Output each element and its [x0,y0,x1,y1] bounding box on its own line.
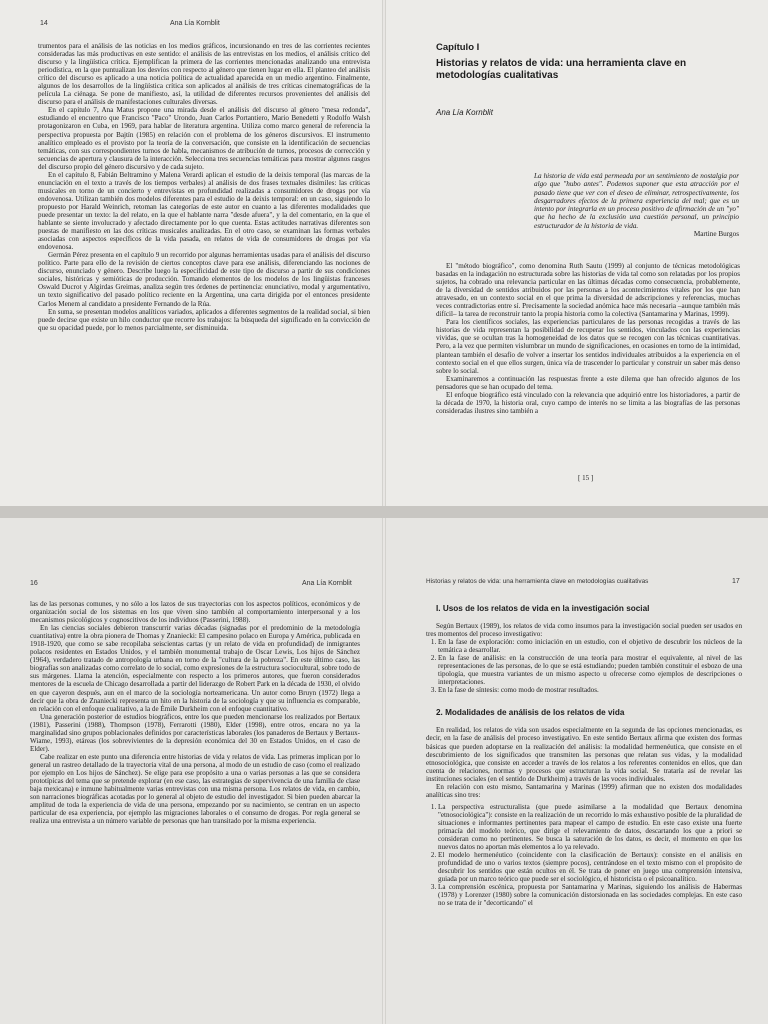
gutter [382,518,386,1024]
page-17 [384,518,768,1024]
running-head: Ana Lía Kornblit [302,580,352,587]
section-heading: I. Usos de los relatos de vida en la investigación social [436,604,650,613]
list-item: 2. En la fase de análisis: en la construcción de una teoría para mostrar el equivalente, al nivel de las representaciones de las personas, de lo que se está estudiando; pueden también constituir el esbozo de una tipología, que muestra variantes de un mismo aspecto u ofrecerse como ejemplos de descripciones o interpretaciones. [438,654,742,686]
paragraph: Cabe realizar en este punto una diferencia entre historias de vida y relatos de vida. Las primeras implican por lo general un rastreo detallado de la trayectoria vital de una persona, al modo de un estudio de caso (como el realizado por ejemplo en Los hijos de Sánchez). Se elige para ese propósito a una o varias personas a las que se considera prototípicas del tema que se pretende explorar (en ese caso, las estrategias de supervivencia de una familia de clase baja mexicana) e inmune habitualmente varias entrevistas con una misma persona. Los relatos de vida, en cambio, son narraciones biográficas acotadas por lo general al objeto de estudio del investigador. Si bien pueden abarcar la amplitud de toda la experiencia de vida de una persona, empezando por su nacimiento, se centran en un aspecto particular de esa experiencia, por ejemplo las migraciones laborales o el consumo de drogas. Por regla general se realiza una entrevista a un número variable de personas que han transitado por la misma experiencia. [30,752,360,826]
paragraph: Germán Pérez presenta en el capítulo 9 un recorrido por algunas herramientas usadas para el análisis del discurso político. Parte para ello de la revisión de ciertos conceptos clave para ese análisis, diferenciando las nociones de discurso, enunciado y género. Describe luego la especificidad de este tipo de discurso a partir de sus condiciones sociales, históricas y semióticas de producción. Tomando elementos de los modelos de los lingüistas franceses Oswald Ducrot y Algirdas Greimas, analiza según tres órdenes de pertinencia: enunciativo, modal y argumentativo, un texto significativo del pasado político reciente en la Argentina, una carta dirigida por el entonces presidente Carlos Menem al candidato a presidente Fernando de la Rúa. [38,251,370,308]
paragraph: En el capítulo 8, Fabián Beltramino y Malena Verardi aplican el estudio de la deixis temporal (las marcas de la enunciación en el texto a través de los tiempos verbales) al análisis de dos frases textuales disímiles: las críticas musicales en torno de un concierto y entrevistas en profundidad realizadas a consumidores de drogas por vía endovenosa. Utilizan también dos modelos diferentes para el estudio de la deixis temporal: en un caso, siguiendo lo propuesto por Harald Weinrich, retoman las categorías de este autor en cuanto a las diferentes modalidades que puede presentar un texto: la del relato, en la que el hablante narra "desde afuera", y la del comentario, en la que el hablante se siente involucrado y afectado directamente por lo que cuenta. Estas actitudes narrativas diferentes son puestas de manifiesto en las dos críticas musicales analizadas. En el otro caso, se examinan las formas verbales asociadas con aspectos específicos de la vida pasada, en relatos de vida de consumidores de drogas por vía endovenosa. [38,170,370,252]
list-item: 2. El modelo hermenéutico (coincidente con la clasificación de Bertaux): consiste en el análisis en profundidad de uno o varios textos (siempre pocos), centrándose en el texto mismo con el propósito de descubrir los sentidos que están ocultos en él. Se trata de poner en juego una comprensión intensiva, guiada por un marco teórico que puede ser el sociológico, el historicista o el psicoanalítico. [438,851,742,883]
epigraph-author: Martine Burgos [693,230,739,239]
paragraph: En suma, se presentan modelos analíticos variados, aplicados a diferentes segmentos de la realidad social, si bien puede decirse que existe un hilo conductor que recorre los trabajos: la búsqueda del significado en la convicción de que su opacidad puede, por lo menos parcialmente, ser disminuida. [38,307,370,332]
page-15 [384,0,768,506]
paragraph: En relación con esto mismo, Santamarina y Marinas (1999) afirman que no existen dos modalidades analíticas sino tres: [426,782,742,799]
running-head: Ana Lía Kornblit [170,20,220,27]
paragraph: Examinaremos a continuación las respuestas frente a este dilema que han ofrecido algunos de los pensadores que se han ocupado del tema. [436,374,740,391]
epigraph [534,172,739,238]
modalities-list [426,803,742,908]
top-spread [0,0,768,506]
paragraph: En las ciencias sociales debieron transcurrir varias décadas (signadas por el predominio de la metodología cuantitativa) entre la obra pionera de Thomas y Znaniecki: El campesino polaco en Europa y América, publicada en 1918-1920, que como se sabe recopilaba seiscientas cartas (y un relato de vida en profundidad) de inmigrantes polacos residentes en Estados Unidos, y el también monumental trabajo de Oscar Lewis, Los hijos de Sánchez (1964), verdadero tratado de antropología urbana en torno de la "cultura de la pobreza". En este último caso, las biografías son analizadas como correlato de lo social, como expresiones de la estructura sociocultural, sobre todo de sus márgenes. Llama la atención, especialmente con respecto a los primeros autores, que fueron considerados mentores de la escuela de Chicago desarrollada a partir del liderazgo de Robert Park en la década de 1930, el olvido en que cayeron después, aun en el marco de la sociología norteamericana. Un autor como Bruyn (1972) llega a decir que la obra de Znaniecki representa un hito en la historia de la sociología y que su influencia es comparable, en relación con el enfoque cualitativo, a la de Émile Durkheim con el enfoque cuantitativo. [30,624,360,713]
page-15-body [436,262,740,415]
paragraph: En realidad, los relatos de vida son usados especialmente en la segunda de las opciones mencionadas, es decir, en la fase de análisis del proceso investigativo. En este sentido Bertaux afirma que existen dos formas básicas que pueden adoptarse en la realización del análisis: la modalidad hermenéutica, que consiste en el descubrimiento de los significados que transmiten las personas que relatan sus vidas, y la modalidad etnosociológica, que consiste en acceder a través de los relatos a los referentes contenidos en ellos, que dan cuenta de relaciones, normas y procesos que estructuran la vida social. Se trataría así de revelar las instituciones sociales (en el sentido de Durkheim) a través de las voces individuales. [426,726,742,783]
paragraph: Para los científicos sociales, las experiencias particulares de las personas recogidas a través de las historias de vida representan la posibilidad de recuperar los sentidos, vinculados con las experiencias vividas, que se ocultan tras la homogeneidad de los datos que se recogen con las técnicas cuantitativas. Pero, a la vez que permiten vislumbrar un mundo de significaciones, en ocasiones en torno de la intimidad, plantean también el desafío de volver a insertar los sentidos individuales atribuidos a la experiencia en el contexto social en el que ellos surgen, única vía de trascender lo particular y construir un saber más denso sobre lo social. [436,318,740,375]
epigraph-text: La historia de vida está permeada por un sentimiento de nostalgia por algo que "hubo antes". Podemos suponer que esta atracción por el pasado tiene que ver con el deseo de eliminar, retrospectivamente, los desgarradores efectos de la primera experiencia del mal; que es un intento por integrarla en un proceso positivo de afirmación de un "yo" que ha hecho de la exclusión una cuestión personal, un principio estructurador de la historia de vida. [534,172,739,230]
list-item: 1. En la fase de exploración: como iniciación en un estudio, con el objetivo de descubrir los núcleos de la temática a desarrollar. [438,638,742,654]
page-16 [0,518,384,1024]
page-folio: 16 [30,580,38,587]
page-14-body [38,42,370,332]
paragraph: El enfoque biográfico está vinculado con la relevancia que adquirió entre los historiadores, a partir de la década de 1970, la historia oral, cuyo campo de interés no se limita a las biografías de las personas consideradas ilustres sino también a [436,390,740,415]
chapter-title: Historias y relatos de vida: una herramienta clave en metodologías cualitativas [436,58,687,81]
page-folio: 14 [40,20,48,27]
section-heading: 2. Modalidades de análisis de los relatos de vida [436,708,625,718]
running-head: Historias y relatos de vida: una herramienta clave en metodologías cualitativas [426,578,649,585]
bottom-spread [0,518,768,1024]
paragraph: trumentos para el análisis de las noticias en los medios gráficos, incursionando en tres de las corrientes recientes consideradas las más productivas en este sentido: el análisis de las entrevistas en los medios, el análisis crítico del discurso y la lingüística crítica. Ejemplifican la primera de las corrientes mencionadas analizando una entrevista periodística, en la que puntualizan los desvíos con respecto al género que tienen lugar en ella. El planteo del análisis crítico del discurso es aplicado a una noticia política de actualidad aparecida en un medio argentino. Finalmente, algunos de los desarrollos de la lingüística crítica son aplicados al análisis de tres críticas cinematográficas de la película La ciénaga. Se pone de manifiesto, así, la utilidad de diferentes recursos provenientes del análisis del discurso para el análisis de manifestaciones culturales diversas. [38,42,370,107]
list-item: 1. La perspectiva estructuralista (que puede asimilarse a la modalidad que Bertaux denomina "etnosociológica"): consiste en la realización de un recorrido lo más exhaustivo posible de la pluralidad de situaciones e informantes pertinentes para mapear el campo de estudio. En este caso existe una fuerte primacía del modelo teórico, que dirige el relevamiento de datos, descartando los que a priori se consideran como no pertinentes. Se busca la saturación de los datos, es decir, el momento en que los nuevos datos no aportan más elementos a lo ya relevado. [438,803,742,851]
paragraph: El "método biográfico", como denomina Ruth Sautu (1999) al conjunto de técnicas metodológicas basadas en la indagación no estructurada sobre las historias de vida tal como son relatadas por los propios sujetos, ha cobrado una relevancia particular en las últimas décadas como consecuencia, probablemente, de la diversidad de sentidos atribuidos por las personas a los acontecimientos vitales por los que han atravesado, en un contexto social en el que prima la diversidad de adscripciones y referencias, muchas veces contradictorias entre sí. Precisamente la sociedad anómica hace más necesaria –aunque también más difícil– la tarea de reconstruir tanto la propia historia como la colectiva (Santamarina y Marinas, 1999). [436,262,740,319]
paragraph: Una generación posterior de estudios biográficos, entre los que pueden mencionarse los realizados por Bertaux (1981), Passerini (1988), Thompson (1978), Ferrarotti (1980), Elder (1998), entre otros, encara no ya la marginalidad sino grupos poblacionales definidos por características laborales (los panaderos de Bertaux y Bertaux-Wiame, 1993), etáreas (los sobrevivientes de la depresión económica del 30 en Estados Unidos, en el caso de Elder). [30,712,360,753]
gutter [382,0,386,506]
page-14 [0,0,384,506]
chapter-label: Capítulo I [436,42,480,53]
page-16-body [30,600,360,825]
chapter-author: Ana Lía Kornblit [436,108,493,117]
list-item: 3. En la fase de síntesis: como modo de mostrar resultados. [438,686,742,694]
paragraph: las de las personas comunes, y no sólo a los lazos de sus trayectorias con los aspectos políticos, económicos y de organización social de los sistemas en los que viven sino también al comportamiento interpersonal y a los mecanismos psicológicos y cognoscitivos de los individuos (Passerini, 1988). [30,600,360,625]
paragraph: En el capítulo 7, Ana Matus propone una mirada desde el análisis del discurso al género "mesa redonda", estudiando el encuentro que Francisco "Paco" Urondo, Juan Carlos Portantiero, Mario Benedetti y Rodolfo Walsh protagonizaron en Cuba, en 1969, para hablar de literatura argentina. Utiliza como marco general de referencia la perspectiva propuesta por Bajtín (1985) en relación con el problema de los géneros discursivos. El instrumento analítico empleado es el provisto por la teoría de la conversación, que consiste en la identificación de secuencias temáticas, con sus correspondientes turnos de habla, mecanismos de atribución de turnos, procesos de corrección y secuencias de apertura y clausura de la interacción. Selecciona tres secuencias temáticas para mostrar algunos rasgos del discurso propio del género discursivo y de cada sujeto. [38,106,370,171]
page-17-body [426,604,742,907]
phases-list [426,638,742,694]
page-folio: 17 [732,578,740,585]
spread-divider [0,506,768,518]
list-item: 3. La comprensión escénica, propuesta por Santamarina y Marinas, siguiendo los análisis de Habermas (1978) y Lorenzer (1980) sobre la comunicación distorsionada en las sociedades complejas. En este caso no se trata de ir "decorticando" el [438,883,742,907]
page-number: [ 15 ] [578,474,594,482]
paragraph: Según Bertaux (1989), los relatos de vida como insumos para la investigación social pueden ser usados en tres momentos del proceso investigativo: [426,622,742,639]
